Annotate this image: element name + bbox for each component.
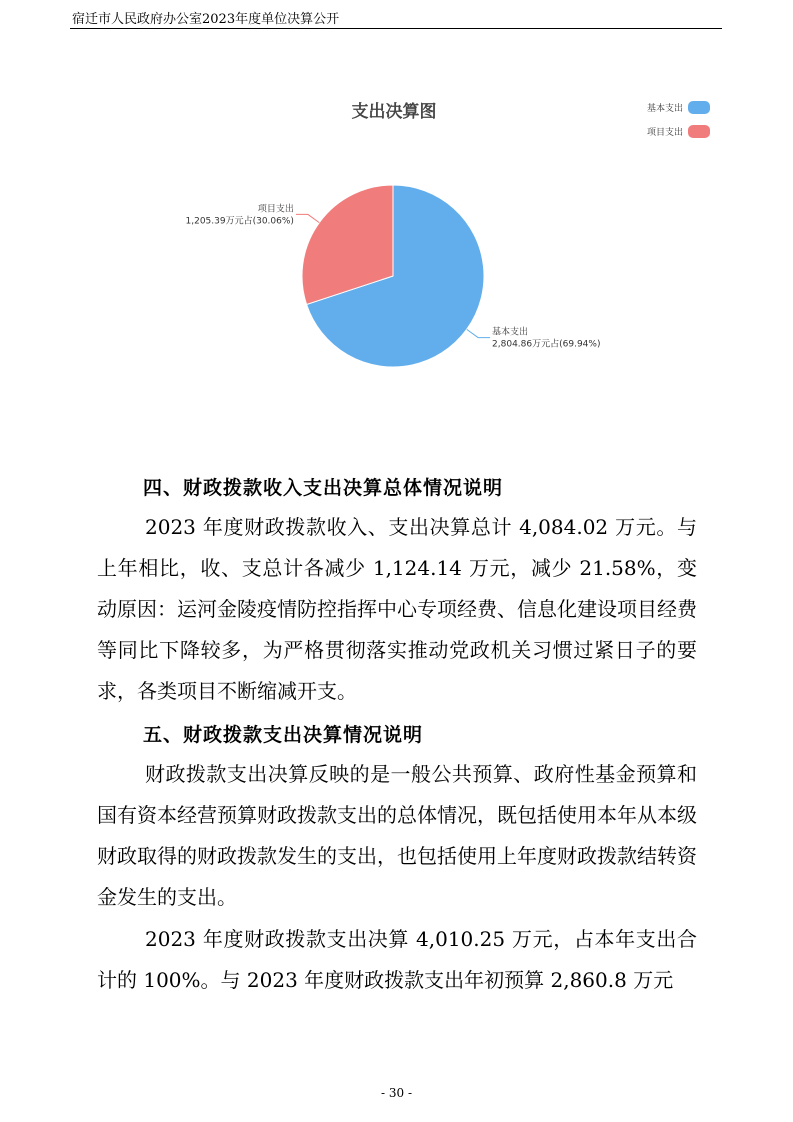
section-4-paragraph: 2023 年度财政拨款收入、支出决算总计 4,084.02 万元。与上年相比，收、支总计各减少 1,124.14 万元，减少 21.58%，变动原因：运河金陵疫情防控指挥中心专项经费、信息化建设项目经费等同比下降较多，为严格贯彻落实推动党政机关习惯过紧日子的要求，各类项目不断缩减开支。 [97, 515, 697, 703]
legend-swatch-1 [688, 101, 710, 114]
legend-label-2: 项目支出 [646, 128, 683, 138]
page-number: - 30 - [380, 1086, 412, 1100]
leader-line-1 [467, 329, 490, 337]
slice-name-label-1: 基本支出 [492, 327, 529, 338]
chart-title: 支出决算图 [351, 102, 437, 122]
pie-slices [302, 185, 484, 367]
chart-legend [647, 101, 710, 138]
legend-swatch-2 [688, 125, 710, 138]
section-4-heading: 四、财政拨款收入支出决算总体情况说明 [143, 477, 504, 499]
page-header-title: 宿迁市人民政府办公室2023年度单位决算公开 [72, 12, 340, 27]
legend-label-1: 基本支出 [646, 104, 683, 114]
slice-value-label-1: 2,804.86万元占(69.94%) [492, 339, 601, 350]
leader-line-2 [296, 214, 319, 222]
section-5-paragraph-1: 财政拨款支出决算反映的是一般公共预算、政府性基金预算和国有资本经营预算财政拨款支出的总体情况，既包括使用本年从本级财政取得的财政拨款发生的支出，也包括使用上年度财政拨款结转资金发生的支出。 [97, 762, 697, 909]
slice-value-label-2: 1,205.39万元占(30.06%) [185, 216, 294, 227]
section-5-paragraph-2: 2023 年度财政拨款支出决算 4,010.25 万元，占本年支出合计的 100%。与 2023 年度财政拨款支出年初预算 2,860.8 万元 [97, 927, 697, 992]
expenditure-pie-chart [0, 0, 793, 440]
slice-name-label-2: 项目支出 [257, 204, 294, 215]
section-5-heading: 五、财政拨款支出决算情况说明 [143, 724, 424, 746]
